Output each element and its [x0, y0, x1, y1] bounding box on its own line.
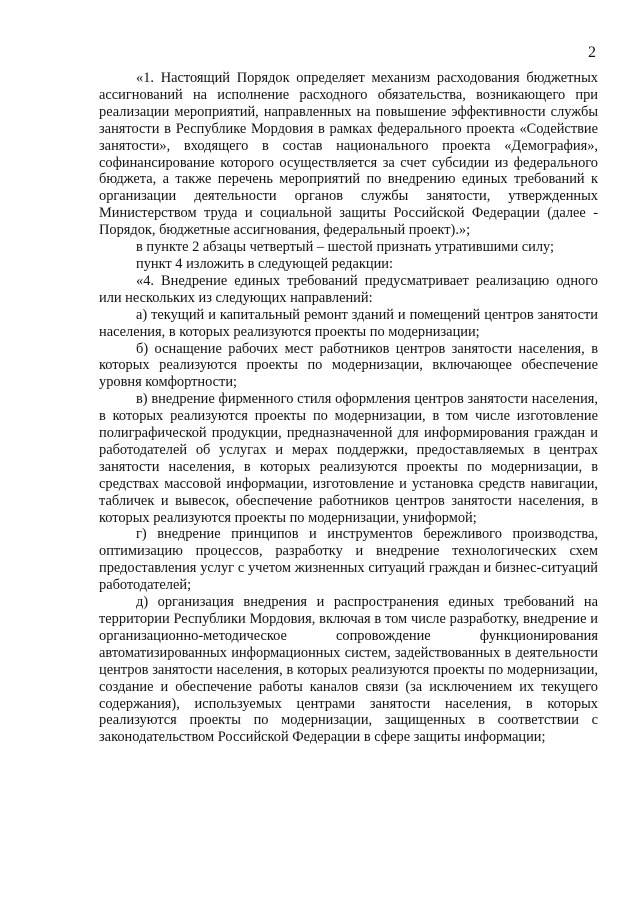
paragraph-3-amend-point-4: пункт 4 изложить в следующей редакции: — [136, 255, 393, 272]
paragraph-4-requirements-intro: «4. Внедрение единых требований предусматривает реализацию одного или нескольких из следующих направлений: — [99, 272, 598, 306]
list-item-g: г) внедрение принципов и инструментов бережливого производства, оптимизацию процессов, разработку и внедрение технологических схем предоставления услуг с учетом жизненных ситуаций граждан и бизнес-ситуаций работодателей; — [99, 526, 598, 594]
list-item-v: в) внедрение фирменного стиля оформления центров занятости населения, в которых реализуются проекты по модернизации, в том числе изготовление полиграфической продукции, предназначенной для информирования граждан и работодателей об услугах и мерах поддержки, предоставляемых в центрах занятости населения, в которых реализуются проекты по модернизации, в средствах массовой информации, изготовление и установка средств навигации, табличек и вывесок, обеспечение работников центров занятости населения, в которых реализуются проекты по модернизации, униформой; — [99, 391, 598, 526]
list-item-d: д) организация внедрения и распространения единых требований на территории Республики Мордовия, включая в том числе разработку, внедрение и организационно-методическое сопровождение функционирования автоматизированных информационных систем, задействованных в деятельности центров занятости населения, в которых реализуются проекты по модернизации, создание и обеспечение работы каналов связи (за исключением их текущего содержания), используемых центрами занятости населения, в которых реализуются проекты по модернизации, защищенных в соответствии с законодательством Российской Федерации в сфере защиты информации; — [99, 594, 598, 746]
document-body — [99, 70, 598, 746]
list-item-b: б) оснащение рабочих мест работников центров занятости населения, в которых реализуются проекты по модернизации, включающее обеспечение уровня комфортности; — [99, 340, 598, 391]
paragraph-1-purpose: «1. Настоящий Порядок определяет механизм расходования бюджетных ассигнований на исполнение расходного обязательства, возникающего при реализации мероприятий, направленных на повышение эффективности службы занятости в Республике Мордовия в рамках федерального проекта «Содействие занятости», входящего в состав национального проекта «Демография», софинансирование которого осуществляется за счет субсидии из федерального бюджета, а также перечень мероприятий по внедрению единых требований к организации деятельности органов службы занятости, утвержденных Министерством труда и социальной защиты Российской Федерации (далее - Порядок, бюджетные ассигнования, федеральный проект).»; — [99, 70, 598, 239]
paragraph-2-amend-point-2: в пункте 2 абзацы четвертый – шестой признать утратившими силу; — [136, 239, 555, 256]
list-item-a: а) текущий и капитальный ремонт зданий и помещений центров занятости населения, в которых реализуются проекты по модернизации; — [99, 306, 598, 340]
page-number: 2 — [588, 44, 596, 61]
